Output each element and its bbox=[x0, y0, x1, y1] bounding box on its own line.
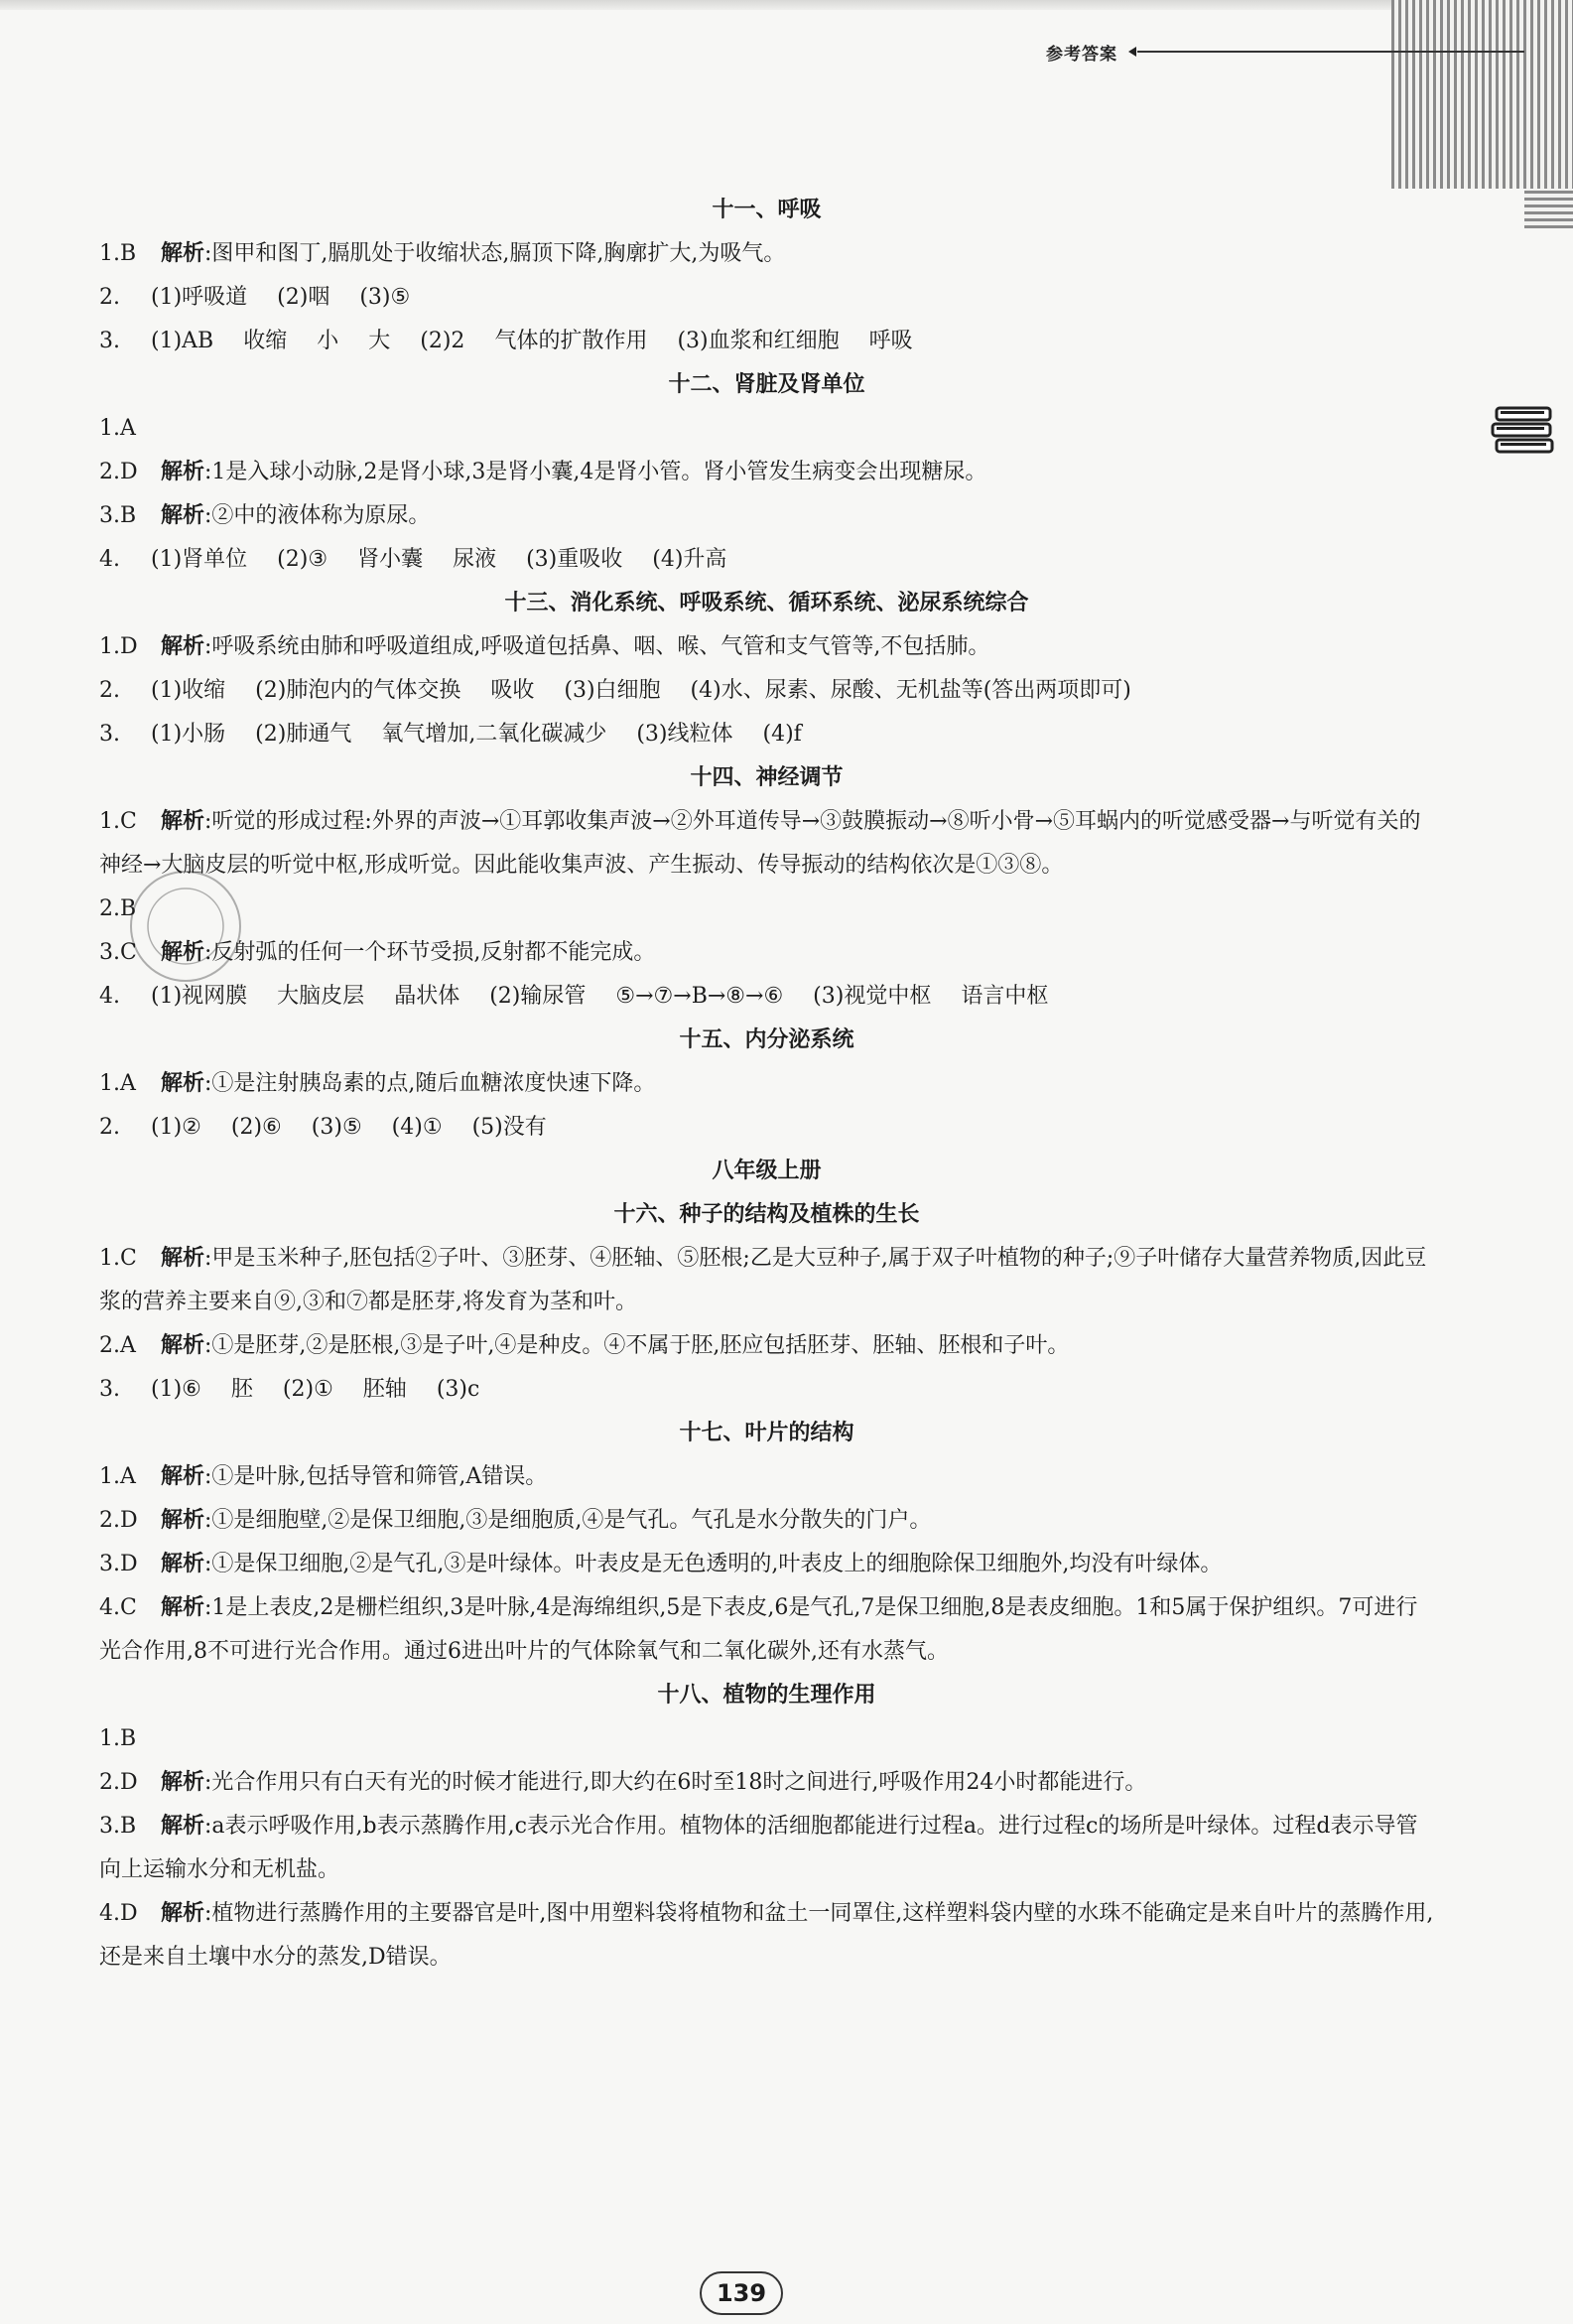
answer-number: 3.B bbox=[99, 1814, 137, 1839]
answer-item bbox=[99, 407, 1434, 451]
answer-text: :光合作用只有白天有光的时候才能进行,即大约在6时至18时之间进行,呼吸作用24小时都能进行。 bbox=[204, 1770, 1147, 1795]
answer-item bbox=[99, 625, 1434, 669]
answer-part: (4)水、尿素、尿酸、无机盐等(答出两项即可) bbox=[690, 678, 1131, 703]
answer-number: 2. bbox=[99, 1115, 120, 1140]
answer-part: (1)⑥ bbox=[151, 1377, 201, 1402]
analysis-keyword: 解析 bbox=[161, 1071, 205, 1096]
section-title: 十三、消化系统、呼吸系统、循环系统、泌尿系统综合 bbox=[504, 591, 1029, 615]
answer-part: (2)2 bbox=[420, 329, 465, 353]
answer-item bbox=[99, 931, 1434, 975]
answer-number: 1.A bbox=[99, 1464, 136, 1489]
section-title: 十六、种子的结构及植株的生长 bbox=[613, 1202, 920, 1227]
section-title: 十二、肾脏及肾单位 bbox=[668, 372, 865, 397]
answer-number: 3.B bbox=[99, 503, 137, 528]
section-title: 十七、叶片的结构 bbox=[679, 1421, 854, 1445]
decorative-stripes-bottom bbox=[1524, 189, 1573, 228]
answer-number: 3. bbox=[99, 1377, 120, 1402]
answer-text: :a表示呼吸作用,b表示蒸腾作用,c表示光合作用。植物体的活细胞都能进行过程a。进行过程c的场所是叶绿体。过程d表示导管向上运输水分和无机盐。 bbox=[99, 1814, 1418, 1882]
answer-item bbox=[99, 888, 1434, 931]
answer-number: 2. bbox=[99, 285, 120, 310]
header-rule bbox=[1137, 51, 1524, 53]
answer-part: (2)⑥ bbox=[230, 1115, 282, 1140]
answer-item bbox=[99, 1062, 1434, 1106]
answer-item bbox=[99, 713, 1434, 756]
answer-number: 4. bbox=[99, 547, 120, 572]
analysis-keyword: 解析 bbox=[161, 1333, 205, 1358]
answer-item bbox=[99, 1586, 1434, 1674]
section-title: 十四、神经调节 bbox=[690, 765, 844, 790]
analysis-keyword: 解析 bbox=[161, 503, 205, 528]
answer-part: 呼吸 bbox=[868, 329, 913, 353]
answer-number: 1.C bbox=[99, 809, 137, 834]
answer-part: (2)输尿管 bbox=[489, 984, 587, 1009]
answer-part: 吸收 bbox=[490, 678, 535, 703]
answer-number: 4.C bbox=[99, 1595, 137, 1620]
answer-part: (3)血浆和红细胞 bbox=[677, 329, 840, 353]
answer-part: 尿液 bbox=[453, 547, 497, 572]
answer-text: :①是保卫细胞,②是气孔,③是叶绿体。叶表皮是无色透明的,叶表皮上的细胞除保卫细胞外,均没有叶绿体。 bbox=[204, 1552, 1223, 1576]
answer-number: 1.D bbox=[99, 634, 138, 659]
answer-part: (1)收缩 bbox=[151, 678, 226, 703]
answer-part: 肾小囊 bbox=[357, 547, 424, 572]
answer-part: (1)小肠 bbox=[151, 722, 226, 747]
answer-number: 3.D bbox=[99, 1552, 138, 1576]
answer-item bbox=[99, 494, 1434, 538]
answer-item bbox=[99, 538, 1434, 582]
answer-part: (1)视网膜 bbox=[151, 984, 248, 1009]
answer-part: (4)升高 bbox=[652, 547, 727, 572]
answer-part: (2)肺通气 bbox=[255, 722, 352, 747]
answer-item bbox=[99, 1368, 1434, 1412]
answer-part: 氧气增加,二氧化碳减少 bbox=[381, 722, 607, 747]
answer-item bbox=[99, 1761, 1434, 1805]
answer-text: :①是胚芽,②是胚根,③是子叶,④是种皮。④不属于胚,胚应包括胚芽、胚轴、胚根和子叶。 bbox=[204, 1333, 1070, 1358]
answer-number: 4.D bbox=[99, 1901, 138, 1926]
answer-text: :①是细胞壁,②是保卫细胞,③是细胞质,④是气孔。气孔是水分散失的门户。 bbox=[204, 1508, 932, 1533]
answer-part: (3)视觉中枢 bbox=[813, 984, 932, 1009]
answer-item bbox=[99, 1455, 1434, 1499]
answer-part: (3)⑤ bbox=[311, 1115, 362, 1140]
answer-item bbox=[99, 1543, 1434, 1586]
answer-number: 3. bbox=[99, 722, 120, 747]
answer-number: 3.C bbox=[99, 940, 137, 965]
analysis-keyword: 解析 bbox=[161, 634, 205, 659]
answer-part: (4)① bbox=[391, 1115, 443, 1140]
analysis-keyword: 解析 bbox=[161, 241, 205, 266]
answer-number: 1.A bbox=[99, 1071, 136, 1096]
answer-part: (1)② bbox=[151, 1115, 201, 1140]
answer-item bbox=[99, 1805, 1434, 1892]
answer-part: (3)⑤ bbox=[359, 285, 411, 310]
answer-number: 2.D bbox=[99, 1770, 138, 1795]
answer-item bbox=[99, 1237, 1434, 1324]
answer-part: (1)肾单位 bbox=[151, 547, 248, 572]
answer-part: 晶状体 bbox=[394, 984, 460, 1009]
answer-item bbox=[99, 276, 1434, 320]
answer-item bbox=[99, 669, 1434, 713]
answer-item bbox=[99, 1106, 1434, 1150]
answer-part: 气体的扩散作用 bbox=[494, 329, 648, 353]
analysis-keyword: 解析 bbox=[161, 1508, 205, 1533]
answer-item bbox=[99, 232, 1434, 276]
answer-item bbox=[99, 1324, 1434, 1368]
analysis-keyword: 解析 bbox=[161, 1595, 205, 1620]
analysis-keyword: 解析 bbox=[161, 1464, 205, 1489]
answer-part: (2)咽 bbox=[277, 285, 330, 310]
answer-number: 1.A bbox=[99, 416, 136, 441]
answer-number: 2.B bbox=[99, 896, 137, 921]
answer-part: 小 bbox=[317, 329, 339, 353]
answer-number: 2. bbox=[99, 678, 120, 703]
analysis-keyword: 解析 bbox=[161, 1246, 205, 1271]
answer-part: 语言中枢 bbox=[961, 984, 1049, 1009]
analysis-keyword: 解析 bbox=[161, 1814, 205, 1839]
answer-number: 1.B bbox=[99, 1726, 137, 1751]
analysis-keyword: 解析 bbox=[161, 1552, 205, 1576]
answer-part: 收缩 bbox=[243, 329, 288, 353]
answer-part: 胚 bbox=[230, 1377, 253, 1402]
answer-item bbox=[99, 451, 1434, 494]
answer-item bbox=[99, 975, 1434, 1019]
answer-part: (3)线粒体 bbox=[636, 722, 733, 747]
answer-part: 大脑皮层 bbox=[277, 984, 365, 1009]
answer-part: (3)c bbox=[436, 1377, 480, 1402]
books-icon bbox=[1491, 400, 1556, 460]
analysis-keyword: 解析 bbox=[161, 809, 205, 834]
answer-part: (3)重吸收 bbox=[526, 547, 623, 572]
answer-item bbox=[99, 1892, 1434, 1980]
answer-text: :图甲和图丁,膈肌处于收缩状态,膈顶下降,胸廓扩大,为吸气。 bbox=[204, 241, 786, 266]
answer-part: (2)肺泡内的气体交换 bbox=[255, 678, 461, 703]
answer-text: :听觉的形成过程:外界的声波→①耳郭收集声波→②外耳道传导→③鼓膜振动→⑧听小骨→⑤耳蜗内的听觉感受器→与听觉有关的神经→大脑皮层的听觉中枢,形成听觉。因此能收集声波、产生振动、传导振动的结构依次是①③⑧。 bbox=[99, 809, 1421, 878]
header-arrow-icon bbox=[1128, 47, 1136, 57]
answer-part: 胚轴 bbox=[362, 1377, 407, 1402]
decorative-stripes bbox=[1391, 0, 1573, 189]
analysis-keyword: 解析 bbox=[161, 940, 205, 965]
answer-number: 1.C bbox=[99, 1246, 137, 1271]
answer-text: :呼吸系统由肺和呼吸道组成,呼吸道包括鼻、咽、喉、气管和支气管等,不包括肺。 bbox=[204, 634, 990, 659]
answer-part: (4)f bbox=[762, 722, 802, 747]
analysis-keyword: 解析 bbox=[161, 460, 205, 484]
section-title: 十五、内分泌系统 bbox=[679, 1027, 854, 1052]
answer-text: :①是叶脉,包括导管和筛管,A错误。 bbox=[204, 1464, 548, 1489]
answer-text: :②中的液体称为原尿。 bbox=[204, 503, 431, 528]
answer-part: (5)没有 bbox=[471, 1115, 547, 1140]
section-title: 十一、呼吸 bbox=[712, 198, 822, 222]
answer-text: :反射弧的任何一个环节受损,反射都不能完成。 bbox=[204, 940, 656, 965]
answer-part: (2)③ bbox=[277, 547, 328, 572]
answer-text: :植物进行蒸腾作用的主要器官是叶,图中用塑料袋将植物和盆土一同罩住,这样塑料袋内壁的水珠不能确定是来自叶片的蒸腾作用,还是来自土壤中水分的蒸发,D错误。 bbox=[99, 1901, 1434, 1970]
answer-text: :1是入球小动脉,2是肾小球,3是肾小囊,4是肾小管。肾小管发生病变会出现糖尿。 bbox=[204, 460, 987, 484]
answer-item bbox=[99, 1499, 1434, 1543]
page-number: 139 bbox=[700, 2271, 783, 2315]
answer-number: 3. bbox=[99, 329, 120, 353]
section-title: 十八、植物的生理作用 bbox=[657, 1683, 876, 1708]
analysis-keyword: 解析 bbox=[161, 1770, 205, 1795]
answer-part: 大 bbox=[368, 329, 391, 353]
header-label: 参考答案 bbox=[1046, 45, 1117, 65]
answer-item bbox=[99, 320, 1434, 363]
answer-part: (1)呼吸道 bbox=[151, 285, 248, 310]
answer-number: 1.B bbox=[99, 241, 137, 266]
answer-part: ⑤→⑦→B→⑧→⑥ bbox=[615, 984, 784, 1009]
answer-number: 4. bbox=[99, 984, 120, 1009]
answer-number: 2.D bbox=[99, 460, 138, 484]
answer-number: 2.D bbox=[99, 1508, 138, 1533]
answer-part: (3)白细胞 bbox=[564, 678, 661, 703]
answer-text: :1是上表皮,2是栅栏组织,3是叶脉,4是海绵组织,5是下表皮,6是气孔,7是保卫细胞,8是表皮细胞。1和5属于保护组织。7可进行光合作用,8不可进行光合作用。通过6进出叶片的气体除氧气和二氧化碳外,还有水蒸气。 bbox=[99, 1595, 1418, 1664]
answer-content bbox=[99, 189, 1434, 1980]
answer-item bbox=[99, 800, 1434, 888]
answer-item bbox=[99, 1717, 1434, 1761]
section-title: 八年级上册 bbox=[712, 1159, 822, 1183]
answer-part: (1)AB bbox=[151, 329, 214, 353]
answer-number: 2.A bbox=[99, 1333, 136, 1358]
answer-text: :①是注射胰岛素的点,随后血糖浓度快速下降。 bbox=[204, 1071, 656, 1096]
analysis-keyword: 解析 bbox=[161, 1901, 205, 1926]
answer-part: (2)① bbox=[282, 1377, 333, 1402]
top-edge-strip bbox=[0, 0, 1573, 10]
answer-text: :甲是玉米种子,胚包括②子叶、③胚芽、④胚轴、⑤胚根;乙是大豆种子,属于双子叶植物的种子;⑨子叶储存大量营养物质,因此豆浆的营养主要来自⑨,③和⑦都是胚芽,将发育为茎和叶。 bbox=[99, 1246, 1427, 1314]
